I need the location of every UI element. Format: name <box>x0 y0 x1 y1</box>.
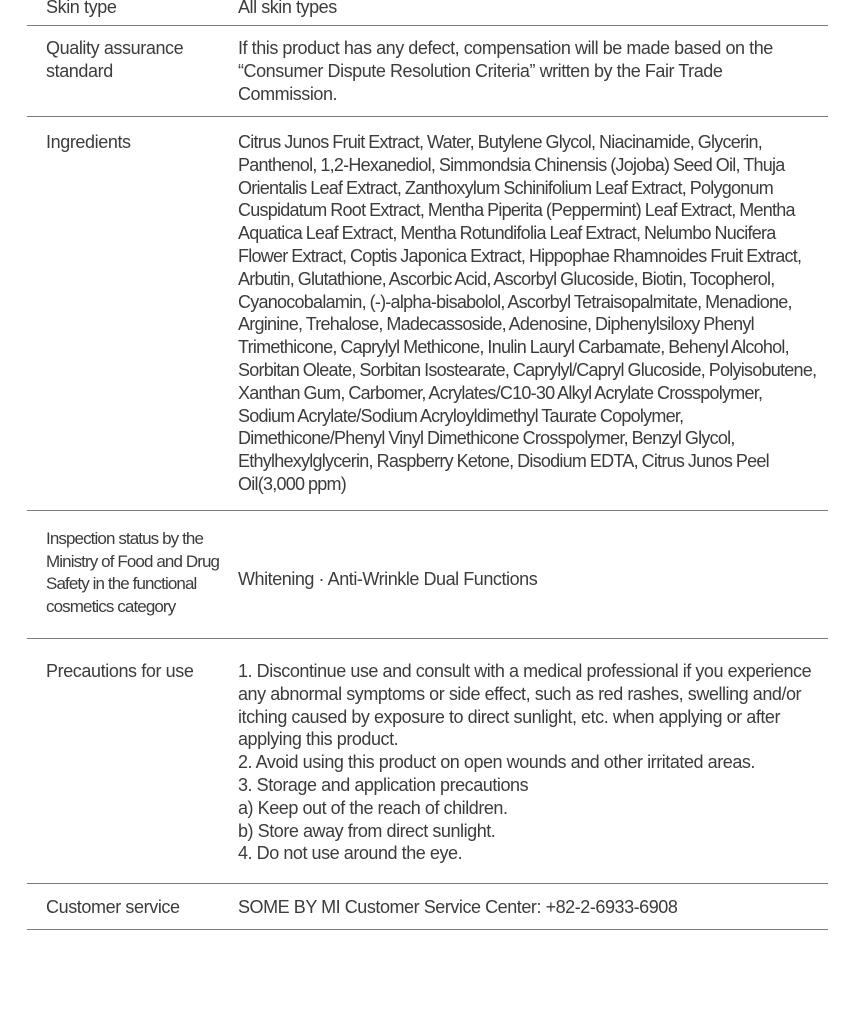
table-row-customer-service <box>27 884 828 930</box>
row-value: If this product has any defect, compensation will be made based on the “Consumer Dispute Resolution Criteria” written by the Fair Trade Commission. <box>238 38 773 104</box>
row-value: Whitening · Anti-Wrinkle Dual Functions <box>238 569 538 589</box>
table-row-inspection-status <box>27 511 828 639</box>
row-value: 1. Discontinue use and consult with a medical professional if you experience any abnormal symptoms or side effect, such as red rashes, swelling and/or itching caused by exposure to direct sunlight, etc. when applying or after applying this product. 2. Avoid using this product on open wounds and other irritated areas. 3. Storage and application precautions a) Keep out of the reach of children. b) Store away from direct sunlight. 4. Do not use around the eye. <box>238 661 812 864</box>
product-info-table <box>27 0 828 930</box>
table-row-precautions <box>27 639 828 884</box>
table-row-quality-assurance <box>27 26 828 117</box>
row-value: SOME BY MI Customer Service Center: +82-2-6933-6908 <box>238 897 678 917</box>
row-label: Quality assurance standard <box>46 38 184 81</box>
row-label: Ingredients <box>46 132 131 152</box>
row-value: All skin types <box>238 0 337 17</box>
row-value: Citrus Junos Fruit Extract, Water, Butylene Glycol, Niacinamide, Glycerin, Panthenol, 1,2-Hexanediol, Simmondsia Chinensis (Jojoba) Seed Oil, Thuja Orientalis Leaf Extract, Zanthoxylum Schinifolium Leaf Extract, Polygonum Cuspidatum Root Extract, Mentha Piperita (Peppermint) Leaf Extract, Mentha Aquatica Leaf Extract, Mentha Rotundifolia Leaf Extract, Nelumbo Nucifera Flower Extract, Coptis Japonica Extract, Hippophae Rhamnoides Fruit Extract, Arbutin, Glutathione, Ascorbic Acid, Ascorbyl Glucoside, Biotin, Tocopherol, Cyanocobalamin, (-)-alpha-bisabolol, Ascorbyl Tetraisopalmitate, Menadione, Arginine, Trehalose, Madecassoside, Adenosine, Diphenylsiloxy Phenyl Trimethicone, Caprylyl Methicone, Inulin Lauryl Carbamate, Behenyl Alcohol, Sorbitan Oleate, Sorbitan Isostearate, Caprylyl/Capryl Glucoside, Polyisobutene, Xanthan Gum, Carbomer, Acrylates/C10-30 Alkyl Acrylate Crosspolymer, Sodium Acrylate/Sodium Acryloyldimethyl Taurate Copolymer, Dimethicone/Phenyl Vinyl Dimethicone Crosspolymer, Benzyl Glycol, Ethylhexylglycerin, Raspberry Ketone, Disodium EDTA, Citrus Junos Peel Oil(3,000 ppm) <box>238 132 817 494</box>
row-label: Precautions for use <box>46 661 194 681</box>
table-row-skin-type <box>27 0 828 26</box>
row-label: Customer service <box>46 897 180 917</box>
row-label: Inspection status by the Ministry of Food and Drug Safety in the functional cosmetics category <box>46 529 220 616</box>
row-label: Skin type <box>46 0 117 17</box>
table-row-ingredients <box>27 117 828 511</box>
